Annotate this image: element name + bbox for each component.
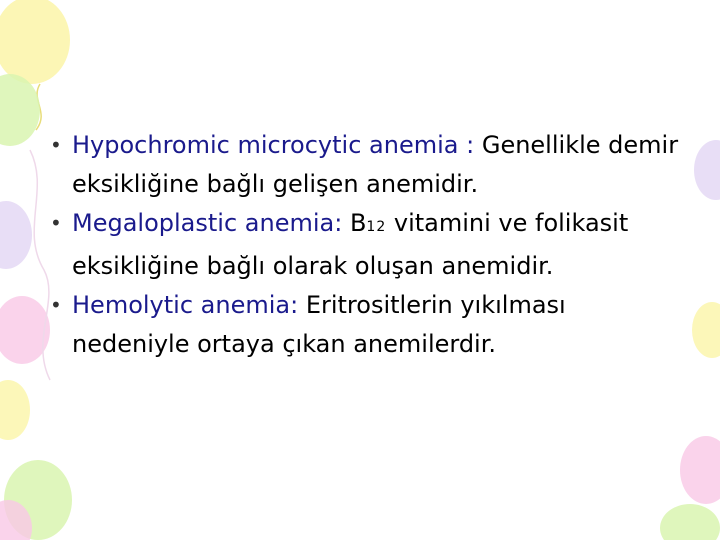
bullet-hemolytic <box>50 286 690 364</box>
bullet-megaloplastic <box>50 204 690 286</box>
balloon-yellow-left <box>0 380 30 440</box>
bullet-dot: • <box>50 211 62 235</box>
bullet-hypochromic-microcytic <box>50 126 690 204</box>
balloon-lavender-right <box>694 140 720 200</box>
bullet-dot: • <box>50 133 62 157</box>
vitamin-subscript: 12 <box>366 219 387 235</box>
bullet-description: Eritrositlerin yıkılması nedeniyle ortaya çıkan anemilerdir. <box>72 291 566 358</box>
balloon-pink-right <box>680 436 720 504</box>
bullet-dot: • <box>50 293 62 317</box>
term-separator: : <box>290 291 299 319</box>
term-hypochromic-microcytic: Hypochromic microcytic anemia <box>72 131 459 159</box>
slide-content <box>50 126 690 364</box>
term-separator: : <box>334 209 343 237</box>
bullet-description: Genellikle demir eksikliğine bağlı gelişen anemidir. <box>72 131 679 198</box>
bullet-description-end: vitamini ve folikasit eksikliğine bağlı olarak oluşan anemidir. <box>72 209 629 280</box>
term-megaloplastic: Megaloplastic anemia <box>72 209 335 237</box>
balloon-lavender-left <box>0 201 32 269</box>
term-hemolytic: Hemolytic anemia <box>72 291 291 319</box>
balloon-green-right <box>660 504 720 540</box>
bullet-list <box>50 126 690 364</box>
balloon-yellow-right <box>692 302 720 358</box>
balloon-green-top <box>0 74 40 146</box>
balloon-yellow-top <box>0 0 70 84</box>
bullet-description-start: B <box>342 209 367 237</box>
term-separator: : <box>458 131 475 159</box>
